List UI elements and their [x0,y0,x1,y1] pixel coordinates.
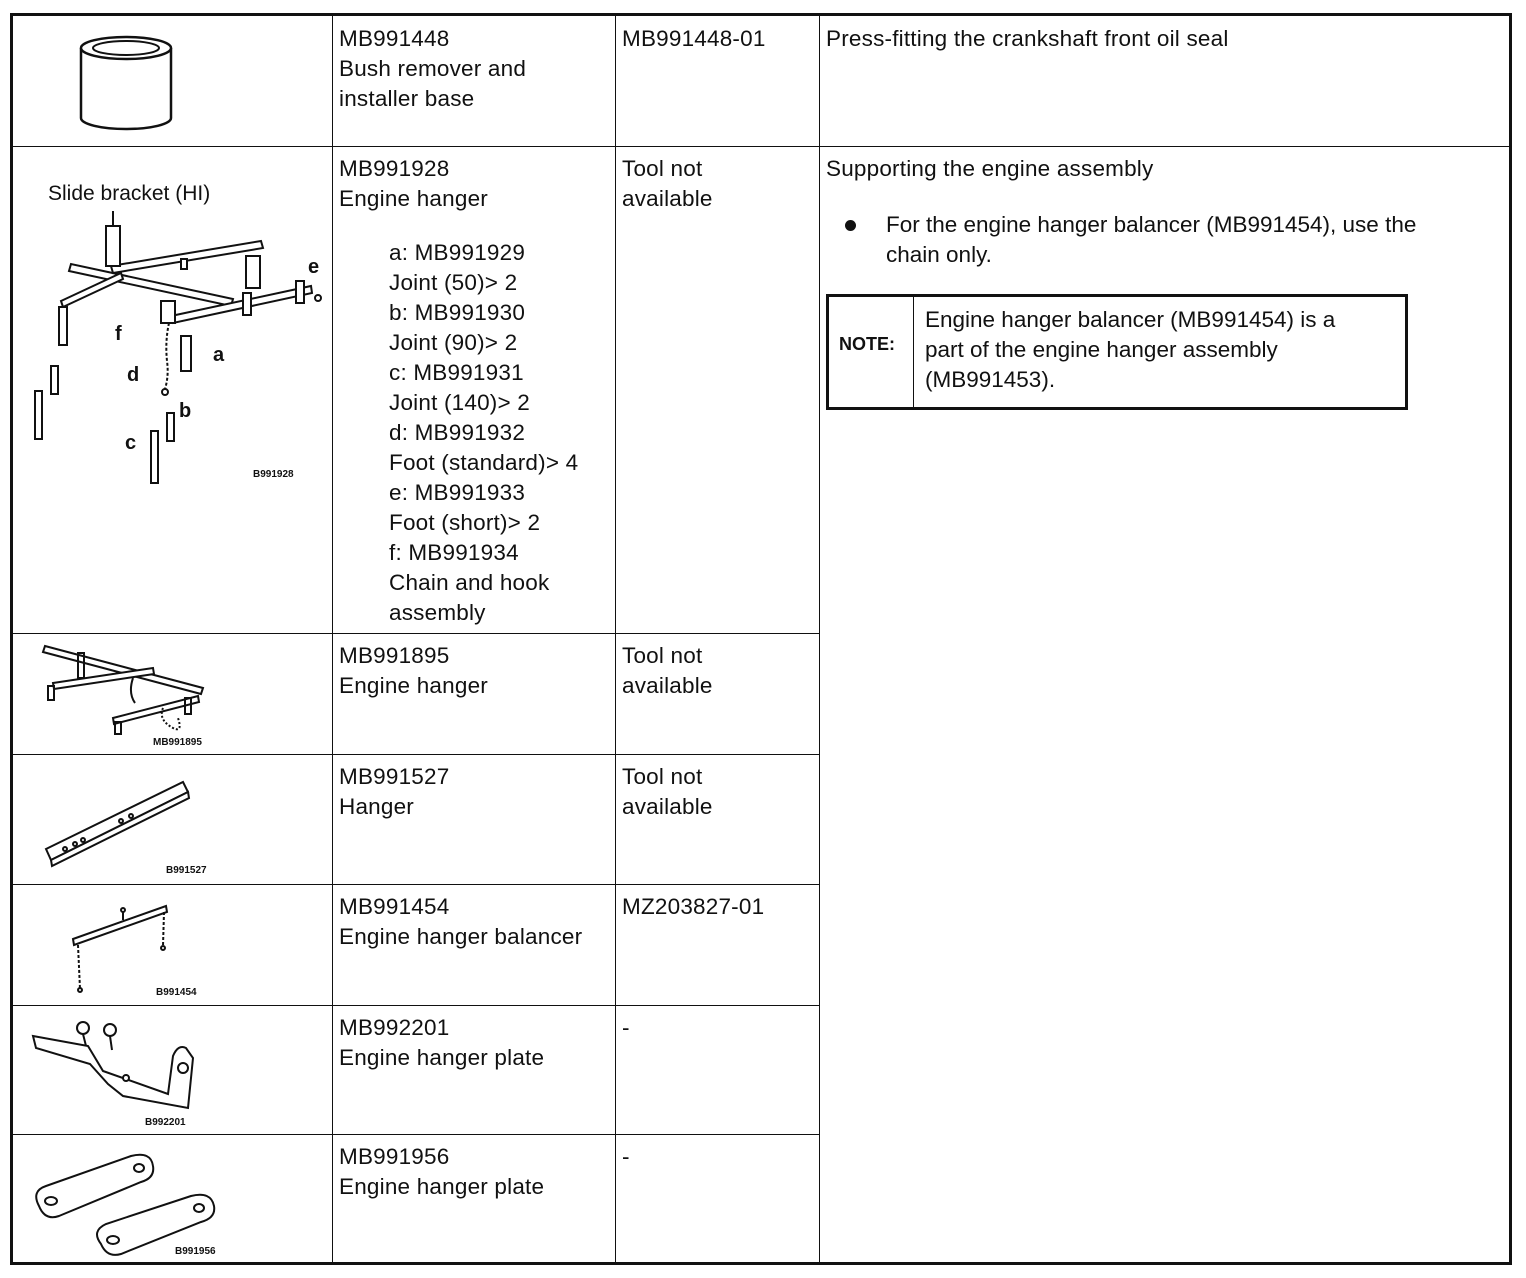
tool-name-line: Engine hanger plate [339,1045,545,1070]
supersession-cell [622,892,764,922]
row-divider [13,884,819,885]
callout-b: b [179,400,192,422]
image-caption: B991527 [166,865,207,876]
tool-name-line: Engine hanger [339,673,488,698]
tool-cell [339,762,449,822]
row-divider [13,146,1509,147]
column-divider [332,16,333,1262]
image-caption: MB991895 [153,737,202,748]
tool-number: MB992201 [339,1015,450,1040]
callout-d: d [127,364,140,386]
callout-e: e [308,256,320,278]
engine-hanger-plate-illustration [28,1016,203,1121]
part-line: c: MB991931 [389,360,524,385]
note-divider [913,297,914,407]
special-tools-table [10,13,1512,1265]
note-line: part of the engine hanger assembly [925,337,1278,362]
tool-name-line: Engine hanger plate [339,1174,545,1199]
part-line: f: MB991934 [389,540,519,565]
part-line: e: MB991933 [389,480,526,505]
part-line: d: MB991932 [389,420,526,445]
tool-cell [339,641,488,701]
bullet-dot [845,220,856,231]
engine-hanger-illustration [21,211,326,486]
supersession-cell [622,1013,630,1043]
tool-name-line: Engine hanger [339,186,488,211]
image-caption: B992201 [145,1117,186,1128]
supersession-line: - [622,1015,630,1040]
part-line: Foot (standard)> 4 [389,450,579,475]
supersession-line: Tool not [622,643,703,668]
row-divider [13,1134,819,1135]
supersession-cell [622,1142,630,1172]
supersession-line: MB991448-01 [622,26,766,51]
column-divider [615,16,616,1262]
image-caption: B991956 [175,1246,216,1257]
application-cell [826,24,1229,54]
part-line: Foot (short)> 2 [389,510,541,535]
hanger-bar-illustration [43,774,203,869]
supersession-line: MZ203827-01 [622,894,765,919]
bullet-line: For the engine hanger balancer (MB991454), use the [886,212,1417,237]
tool-number: MB991454 [339,894,450,919]
supersession-line: Tool not [622,156,703,181]
tool-cell [339,154,578,628]
tool-number: MB991527 [339,764,450,789]
supersession-line: available [622,673,713,698]
supersession-cell [622,762,713,822]
row-divider [13,633,819,634]
part-line: assembly [389,600,486,625]
bullet-line: chain only. [886,242,992,267]
tool-number: MB991448 [339,26,450,51]
note-line: Engine hanger balancer (MB991454) is a [925,307,1336,332]
callout-a: a [213,344,225,366]
engine-hanger-small-illustration [33,638,223,738]
tool-number: MB991928 [339,156,450,181]
row-divider [13,754,819,755]
note-text [925,305,1335,395]
column-divider [819,16,820,1262]
image-caption: B991928 [253,469,294,480]
row-divider [13,1005,819,1006]
tool-name-line: Hanger [339,794,414,819]
tool-name-line: Bush remover and [339,56,527,81]
image-caption: B991454 [156,987,197,998]
bush-remover-illustration [73,28,183,133]
tool-cell [339,1013,544,1073]
tool-number: MB991895 [339,643,450,668]
callout-f: f [115,323,122,345]
note-box [826,294,1408,410]
application-text: Press-fitting the crankshaft front oil seal [826,26,1229,51]
hanger-plates-pair-illustration [31,1146,221,1256]
tool-cell [339,1142,544,1202]
hanger-balancer-illustration [68,894,178,994]
supersession-cell [622,24,766,54]
note-line: (MB991453). [925,367,1056,392]
part-line: Joint (90)> 2 [389,330,518,355]
supersession-line: Tool not [622,764,703,789]
tool-number: MB991956 [339,1144,450,1169]
supersession-line: available [622,794,713,819]
supersession-line: available [622,186,713,211]
callout-c: c [125,432,137,454]
bullet-text [886,210,1416,270]
slide-bracket-label: Slide bracket (HI) [48,182,211,205]
supersession-cell [622,641,713,701]
part-line: Joint (50)> 2 [389,270,518,295]
supersession-cell [622,154,713,214]
application-title [826,154,1153,184]
note-label: NOTE: [839,334,895,354]
part-line: Joint (140)> 2 [389,390,531,415]
application-text: Supporting the engine assembly [826,156,1154,181]
tool-name-line: installer base [339,86,475,111]
part-line: b: MB991930 [389,300,526,325]
tool-cell [339,892,582,952]
part-line: Chain and hook [389,570,550,595]
part-line: a: MB991929 [389,240,526,265]
supersession-line: - [622,1144,630,1169]
tool-name-line: Engine hanger balancer [339,924,583,949]
tool-cell [339,24,526,114]
